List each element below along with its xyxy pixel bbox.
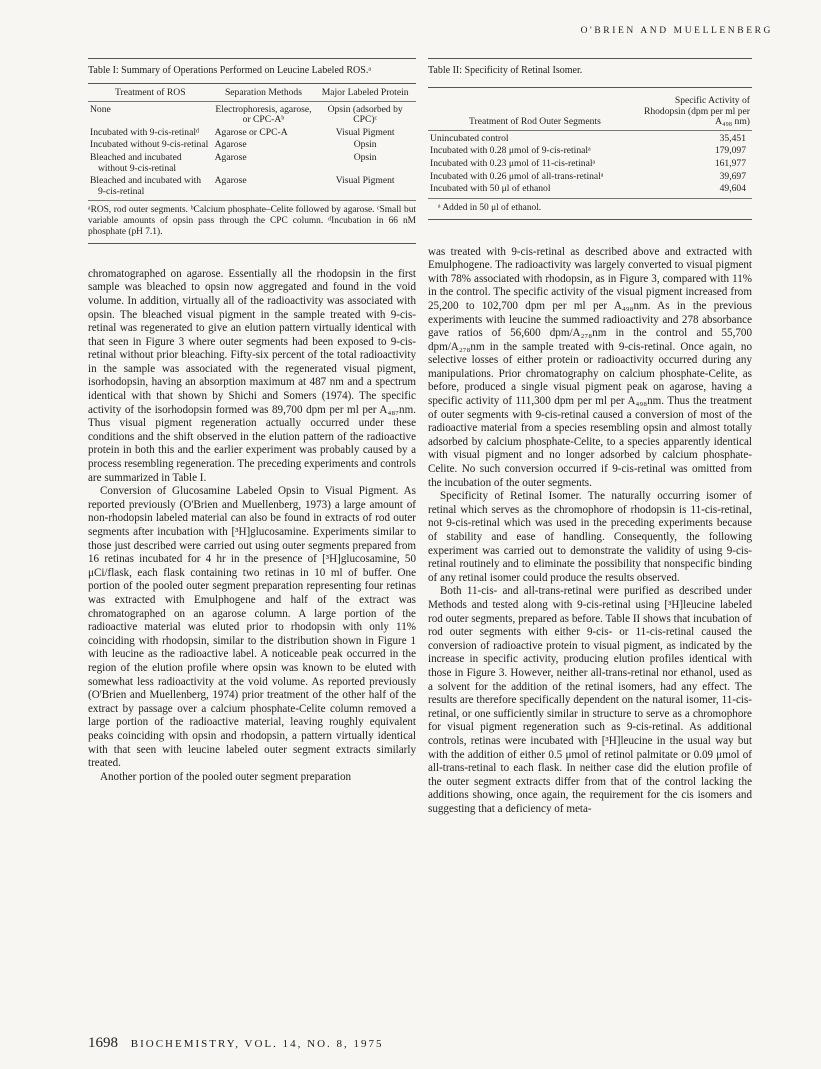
table-cell: 39,697 — [719, 170, 746, 182]
table1 — [88, 84, 416, 200]
table-row — [428, 130, 752, 145]
table-row — [88, 127, 416, 140]
table-cell: Incubated with 0.23 μmol of 11-cis-retinalᵃ — [430, 157, 596, 169]
table1-header-protein: Major Labeled Protein — [321, 87, 409, 98]
table-cell: 49,604 — [719, 183, 746, 195]
table-row — [428, 145, 752, 158]
table-row — [88, 139, 416, 152]
table-cell: Opsin — [353, 151, 377, 163]
right-column — [428, 58, 752, 816]
table-row — [428, 183, 752, 198]
table1-bottom-rule — [88, 200, 416, 201]
table1-header-row — [88, 84, 416, 101]
table-cell: 35,451 — [719, 132, 746, 144]
table-cell: Electrophoresis, agarose, or CPC-Aᵇ — [215, 103, 312, 126]
table-row — [428, 158, 752, 171]
page-number: 1698 — [88, 1035, 118, 1051]
table1-footnote: ᵃROS, rod outer segments. ᵇCalcium phosphate–Celite followed by agarose. ᶜSmall but variable amounts of opsin pass through the CPC column. ᵈIncubation in 66 nM phosphate (pH 7.1). — [88, 205, 416, 237]
table-cell: Bleached and incubated without 9-cis-retinal — [90, 151, 182, 174]
page-footer — [88, 1035, 384, 1052]
table1-header-treatment: Treatment of ROS — [115, 87, 186, 98]
table2 — [428, 88, 752, 198]
left-column — [88, 58, 416, 784]
table-row — [428, 171, 752, 184]
table-cell: Unincubated control — [430, 132, 509, 144]
left-body-text — [88, 268, 416, 785]
right-body-text — [428, 246, 752, 817]
paragraph: Both 11-cis- and all-trans-retinal were purified as described under Methods and tested along with 9-cis-retinal using [³H]leucine labeled rod outer segments, prepared as before. Table II shows that incubation of rod outer segments with either 9-cis- or 11-cis-retinal caused the conversion of radioactive protein to visual pigment, as indicated by the increase in specific activity, producing elution profiles identical with those in Figure 3. However, neither all-trans-retinal nor ethanol, used as a solvent for the addition of the retinal isomers, had any effect. The results are therefore specifically dependent on the natural isomer, 11-cis-retinal, or one sufficiently similar in structure to serve as a chromophore for visual pigment regeneration such as 9-cis-retinal. As additional controls, retinas were incubated with [³H]leucine in the usual way but with the addition of either 0.5 μmol of retinol palmitate or 0.09 μmol of all-trans-retinal to each flask. In neither case did the elution profile of the outer segment extracts differ from that of the control lacking the additions showing, once again, the requirement for the cis isomers and suggesting that a deficiency of meta- — [428, 585, 752, 815]
table1-end-rule — [88, 243, 416, 244]
table1-top-rule — [88, 58, 416, 59]
table2-header-row — [428, 88, 752, 130]
table-cell: Incubated with 0.28 μmol of 9-cis-retinalᵃ — [430, 145, 591, 157]
table-cell: Agarose — [214, 151, 247, 163]
running-head: O'BRIEN AND MUELLENBERG — [580, 26, 773, 36]
table2-top-rule — [428, 58, 752, 59]
table-row — [88, 175, 416, 200]
table-cell: Agarose — [214, 175, 247, 187]
table1-caption: Table I: Summary of Operations Performed on Leucine Labeled ROS.ᵃ — [88, 65, 372, 76]
table-cell: Incubated with 0.26 μmol of all-trans-retinalᵃ — [430, 170, 604, 182]
table-row — [88, 101, 416, 127]
table2-footnote: ᵃ Added in 50 μl of ethanol. — [438, 202, 542, 213]
paragraph: Conversion of Glucosamine Labeled Opsin to Visual Pigment. As reported previously (O'Brien and Muellenberg, 1973) a large amount of non-rhodopsin labeled material can also be found in extracts of rod outer segments after incubation with [³H]glucosamine. Experiments similar to those just described were carried out using outer segments prepared from 16 retinas incubated for 4 hr in the presence of [³H]glucosamine, 50 μCi/flask, each flask containing two retinas in 10 ml of buffer. One portion of the pooled outer segment preparation representing four retinas was extracted with Emulphogene and half of the extract was chromatographed on an agarose column. A large portion of the radioactive material was eluted prior to rhodopsin with only 11% coinciding with rhodopsin, similar to the distribution shown in Figure 1 with leucine as the radioactive label. A noticeable peak occurred in the region of the elution profile where opsin was known to be eluted with somewhat less radioactivity at the void volume. As reported previously (O'Brien and Muellenberg, 1974) prior treatment of the other half of the extract by passage over a calcium phosphate-Celite column removed a large portion of the radioactive material, leaving roughly equivalent peaks coinciding with opsin and rhodopsin, a pattern virtually identical with that seen with leucine labeled outer segment extracts similarly treated. — [88, 485, 416, 770]
journal-citation: BIOCHEMISTRY, VOL. 14, NO. 8, 1975 — [130, 1038, 384, 1050]
table-cell: 161,977 — [714, 157, 746, 169]
table-cell: Incubated without 9-cis-retinal — [90, 139, 209, 151]
paragraph: was treated with 9-cis-retinal as described above and extracted with Emulphogene. The radioactivity was largely converted to visual pigment with 78% associated with rhodopsin, as in Figure 3, compared with 11% in the control. The specific activity of the visual pigment increased from 25,200 to 102,700 dpm per ml per A₄₉₈nm. As in the previous experiments with leucine the summed radioactivity and 278 absorbance gave ratios of 56,600 dpm/A₂₇₈nm in the control and 55,700 dpm/A₂₇₈nm in the sample treated with 9-cis-retinal. Once again, no selective losses of either protein or radioactivity occurred during any manipulations. Prior chromatography on calcium phosphate-Celite, as before, produced a single visual pigment peak on agarose, having a specific activity of 111,300 dpm per ml per A₄₉₈nm. Thus the treatment of outer segments with 9-cis-retinal caused a conversion of most of the radioactive material from a species resembling opsin and almost totally adsorbed by calcium phosphate-Celite, to a species apparently identical with visual pigment and no longer adsorbed by calcium phosphate-Celite. No such conversion occurred if 9-cis-retinal was omitted from the incubation of the outer segments. — [428, 245, 752, 489]
table-cell: Bleached and incubated with 9-cis-retinal — [90, 175, 202, 197]
table-cell: 179,097 — [714, 145, 746, 157]
table-cell: Opsin — [353, 139, 377, 151]
paragraph: Another portion of the pooled outer segment preparation — [100, 770, 352, 783]
table-cell: Agarose — [214, 139, 247, 151]
table-cell: Incubated with 9-cis-retinalᵈ — [90, 126, 200, 138]
table2-bottom-rule — [428, 198, 752, 199]
table-cell: Visual Pigment — [335, 175, 395, 187]
table-cell: None — [90, 103, 111, 115]
table-cell: Visual Pigment — [335, 126, 395, 138]
table1-header-separation: Separation Methods — [224, 87, 302, 98]
table-cell: Incubated with 50 μl of ethanol — [430, 183, 551, 195]
table2-header-activity: Specific Activity of Rhodopsin (dpm per ml per A₄₉₈ nm) — [643, 95, 750, 128]
table-row — [88, 152, 416, 175]
paragraph: chromatographed on agarose. Essentially all the rhodopsin in the first sample was bleached to opsin now aggregated and found in the void volume. In addition, virtually all of the radioactivity was associated with opsin. The bleached visual pigment in the sample treated with 9-cis-retinal was regenerated to give an elution pattern virtually identical with that seen in Figure 3 where outer segments had been exposed to 9-cis-retinal without prior bleaching. Fifty-six percent of the total radioactivity in the sample was associated with the regenerated visual pigment, isorhodopsin, having an absorption maximum at 487 nm and a spectrum identical with that shown by Shichi and Somers (1974). The specific activity of the isorhodopsin formed was 89,700 dpm per ml per A₄₈₇nm. Thus visual pigment regeneration actually occurred under these conditions and the shift observed in the elution pattern of the radioactive protein in both this and the earlier experiment was probably caused by a process resembling regeneration. The preceding experiments and controls are summarized in Table I. — [88, 267, 416, 484]
table-cell: Opsin (adsorbed by CPC)ᶜ — [327, 103, 403, 126]
paragraph: Specificity of Retinal Isomer. The naturally occurring isomer of retinal which serves as the chromophore of rhodopsin is 11-cis-retinal, not 9-cis-retinal which was used in the preceding experiments because of stability and ease of handling. Consequently, the following experiment was carried out to demonstrate the validity of using 9-cis-retinal routinely and to eliminate the possibility that nonspecific binding of any retinal isomer could produce the results observed. — [428, 490, 752, 584]
table2-end-rule — [428, 219, 752, 220]
table-cell: Agarose or CPC-A — [214, 126, 288, 138]
table2-header-treatment: Treatment of Rod Outer Segments — [469, 116, 601, 128]
table2-caption: Table II: Specificity of Retinal Isomer. — [428, 65, 583, 76]
